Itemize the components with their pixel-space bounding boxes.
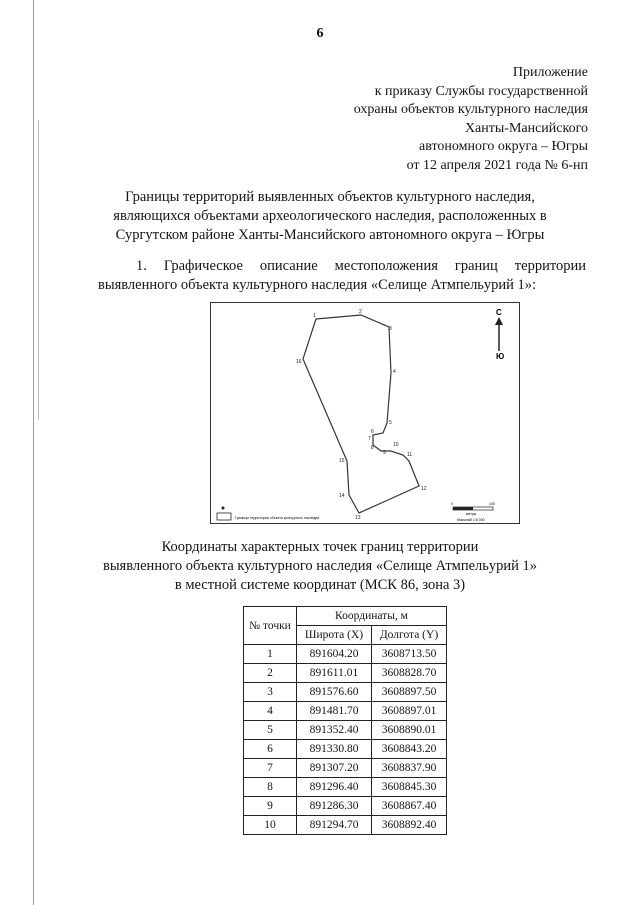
table-row <box>244 740 447 759</box>
map-point-label: 6 <box>371 429 374 435</box>
table-row <box>244 778 447 797</box>
cell-y: 3608713.50 <box>372 645 447 664</box>
paragraph-word: границ <box>454 258 498 274</box>
map-point-label: 5 <box>389 420 392 426</box>
scale-right: 100 <box>489 502 495 506</box>
page-number: 6 <box>316 26 324 41</box>
paragraph-word: Графическое <box>163 258 243 274</box>
cell-point: 3 <box>244 683 297 702</box>
paragraph-word: местоположения <box>334 258 438 274</box>
cell-y: 3608897.50 <box>372 683 447 702</box>
cell-y: 3608867.40 <box>372 797 447 816</box>
header-coordinates: Координаты, м <box>297 607 447 626</box>
table-row <box>244 683 447 702</box>
cell-x: 891576.60 <box>297 683 372 702</box>
header-point-number: № точки <box>244 607 297 645</box>
heading-line: Сургутском районе Ханты-Мансийского автономного округа – Югры <box>115 227 545 243</box>
boundary-map <box>210 302 520 524</box>
appendix-line: Приложение <box>512 65 588 80</box>
table-row <box>244 759 447 778</box>
scale-left: 0 <box>451 502 453 506</box>
heading-line: Границы территорий выявленных объектов культурного наследия, <box>125 189 535 205</box>
coordinates-table <box>243 606 447 835</box>
table-row <box>244 797 447 816</box>
north-arrow-icon <box>495 317 503 325</box>
table-row <box>244 702 447 721</box>
appendix-line: от 12 апреля 2021 года № 6-нп <box>406 157 588 173</box>
table-row <box>244 816 447 835</box>
scale-unit: метры <box>466 512 477 516</box>
table-row <box>244 664 447 683</box>
map-point-label: 7 <box>368 436 371 442</box>
compass-south: Ю <box>496 352 505 361</box>
cell-x: 891286.30 <box>297 797 372 816</box>
cell-point: 2 <box>244 664 297 683</box>
appendix-line: Ханты-Мансийского <box>464 120 588 136</box>
paragraph-word: территории <box>514 258 586 274</box>
map-point-label: 3 <box>389 326 392 332</box>
cell-x: 891307.20 <box>297 759 372 778</box>
map-point-label: 13 <box>355 515 361 521</box>
table-row <box>244 645 447 664</box>
heading-line: являющихся объектами археологического наследия, расположенных в <box>113 208 547 224</box>
map-point-label: 11 <box>407 452 413 458</box>
cell-point: 9 <box>244 797 297 816</box>
legend-dot-icon <box>222 507 225 510</box>
coordinates-heading-line: в местной системе координат (МСК 86, зона 3) <box>174 577 466 593</box>
margin-line <box>33 0 34 905</box>
compass <box>495 308 504 361</box>
cell-x: 891481.70 <box>297 702 372 721</box>
cell-y: 3608845.30 <box>372 778 447 797</box>
legend-swatch <box>217 513 231 520</box>
boundary-polygon <box>303 315 419 513</box>
map-point-label: 8 <box>371 445 374 451</box>
appendix-line: к приказу Службы государственной <box>374 83 588 99</box>
scale-bar <box>451 502 495 522</box>
scale-ratio: Масштаб 1:5 000 <box>457 518 485 522</box>
map-point-label: 15 <box>339 458 345 464</box>
map-point-label: 4 <box>393 369 396 375</box>
coordinates-heading-line: Координаты характерных точек границ территории <box>161 539 479 555</box>
cell-point: 5 <box>244 721 297 740</box>
scale-fill <box>453 507 473 510</box>
cell-x: 891330.80 <box>297 740 372 759</box>
cell-x: 891604.20 <box>297 645 372 664</box>
cell-point: 10 <box>244 816 297 835</box>
cell-point: 7 <box>244 759 297 778</box>
cell-point: 4 <box>244 702 297 721</box>
map-point-label: 16 <box>296 359 302 365</box>
cell-x: 891352.40 <box>297 721 372 740</box>
cell-point: 6 <box>244 740 297 759</box>
map-legend <box>217 507 319 521</box>
cell-x: 891294.70 <box>297 816 372 835</box>
legend-text: Границы территории объекта культурного наследия <box>235 516 320 520</box>
map-point-label: 14 <box>339 493 345 499</box>
cell-y: 3608890.01 <box>372 721 447 740</box>
coordinates-heading-line: выявленного объекта культурного наследия «Селище Атмпельурий 1» <box>102 558 538 574</box>
cell-y: 3608837.90 <box>372 759 447 778</box>
appendix-line: автономного округа – Югры <box>419 139 588 154</box>
paragraph-word: описание <box>259 258 318 274</box>
map-point-label: 1 <box>313 313 316 319</box>
cell-y: 3608843.20 <box>372 740 447 759</box>
map-point-label: 2 <box>359 309 362 315</box>
document-heading <box>60 188 600 245</box>
map-point-label: 9 <box>383 450 386 456</box>
cell-point: 8 <box>244 778 297 797</box>
compass-north: С <box>496 308 502 317</box>
boundary-map-svg <box>211 303 521 525</box>
cell-y: 3608897.01 <box>372 702 447 721</box>
paragraph-1 <box>98 257 586 295</box>
header-longitude: Долгота (Y) <box>372 626 447 645</box>
cell-x: 891611.01 <box>297 664 372 683</box>
cell-x: 891296.40 <box>297 778 372 797</box>
margin-line-secondary <box>38 120 39 420</box>
map-point-label: 10 <box>393 442 399 448</box>
appendix-line: охраны объектов культурного наследия <box>353 102 588 117</box>
cell-y: 3608892.40 <box>372 816 447 835</box>
map-point-label: 12 <box>421 486 427 492</box>
table-row <box>244 721 447 740</box>
header-latitude: Широта (X) <box>297 626 372 645</box>
table-header-row <box>244 607 447 626</box>
cell-y: 3608828.70 <box>372 664 447 683</box>
paragraph-first-line <box>98 257 586 276</box>
coordinates-heading <box>60 538 580 595</box>
paragraph-second-line: выявленного объекта культурного наследия «Селище Атмпельурий 1»: <box>98 277 537 293</box>
paragraph-number: 1. <box>136 258 147 274</box>
cell-point: 1 <box>244 645 297 664</box>
appendix-block <box>268 64 588 175</box>
